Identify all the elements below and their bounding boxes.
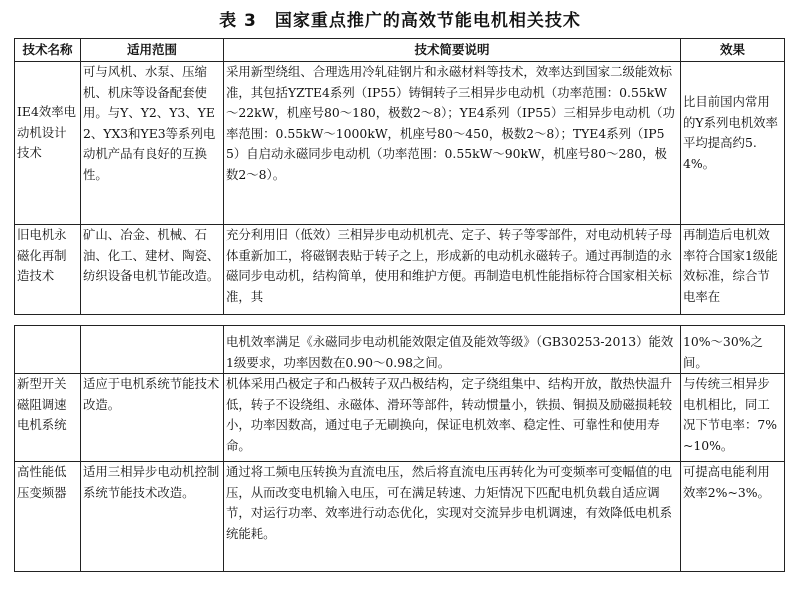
header-scope: 适用范围 bbox=[81, 39, 224, 62]
cell-description: 电机效率满足《永磁同步电动机能效限定值及能效等级》（GB30253-2013）能效1级要求，功率因数在0.90～0.98之间。 bbox=[224, 326, 681, 374]
table-title: 表 3 国家重点推广的高效节能电机相关技术 bbox=[219, 11, 581, 31]
table-row-inverter bbox=[15, 462, 785, 572]
tech-table-part2 bbox=[14, 325, 785, 572]
cell-description: 机体采用凸极定子和凸极转子双凸极结构，定子绕组集中、结构开放，散热快温升低，转子不设绕组、永磁体、滑环等部件，转动惯量小，铁损、铜损及励磁损耗较小，功率因数高，通过电子无刷换向，保证电机效率、稳定性、可靠性和使用寿命。 bbox=[224, 374, 681, 462]
cell-effect: 比目前国内常用的Y系列电机效率平均提高约5.4%。 bbox=[681, 62, 785, 225]
cell-tech-name: 旧电机永磁化再制造技术 bbox=[15, 225, 81, 315]
cell-tech-name: IE4效率电动机设计技术 bbox=[15, 62, 81, 225]
cell-effect: 可提高电能利用效率2%~3%。 bbox=[681, 462, 785, 572]
cell-tech-name: 新型开关磁阻调速电机系统 bbox=[15, 374, 81, 462]
cell-description: 充分利用旧（低效）三相异步电动机机壳、定子、转子等零部件，对电动机转子母体重新加工，将磁钢表贴于转子之上，形成新的电动机永磁转子。通过再制造的永磁同步电动机，结构简单，使用和维护方便。再制造电机性能指标符合国家相关标准，其 bbox=[224, 225, 681, 315]
header-tech-name: 技术名称 bbox=[15, 39, 81, 62]
table-row-remanufacture bbox=[15, 225, 785, 315]
header-description: 技术简要说明 bbox=[224, 39, 681, 62]
cell-scope: 适应于电机系统节能技术改造。 bbox=[81, 374, 224, 462]
cell-tech-name bbox=[15, 326, 81, 374]
cell-effect: 10%～30%之间。 bbox=[681, 326, 785, 374]
tech-table-part1 bbox=[14, 38, 785, 315]
cell-scope: 适用三相异步电动机控制系统节能技术改造。 bbox=[81, 462, 224, 572]
cell-scope: 矿山、冶金、机械、石油、化工、建材、陶瓷、纺织设备电机节能改造。 bbox=[81, 225, 224, 315]
table-row-switched-reluctance bbox=[15, 374, 785, 462]
header-effect: 效果 bbox=[681, 39, 785, 62]
cell-tech-name: 高性能低压变频器 bbox=[15, 462, 81, 572]
cell-description: 采用新型绕组、合理选用冷轧硅钢片和永磁材料等技术，效率达到国家二级能效标准，其包括YZTE4系列（IP55）铸铜转子三相异步电动机（功率范围：0.55kW～22kW，机座号80～180，极数2～8）；YE4系列（IP55）三相异步电动机（功率范围：0.55kW～1000kW，机座号80～450，极数2～8）；TYE4系列（IP55）自启动永磁同步电动机（功率范围：0.55kW～90kW，机座号80～280，极数2～8）。 bbox=[224, 62, 681, 225]
table-row-continued bbox=[15, 326, 785, 374]
cell-scope bbox=[81, 326, 224, 374]
cell-description: 通过将工频电压转换为直流电压，然后将直流电压再转化为可变频率可变幅值的电压，从而改变电机输入电压，可在满足转速、力矩情况下匹配电机负载自适应调节，对运行功率、效率进行动态优化，实现对交流异步电机调速，有效降低电机系统能耗。 bbox=[224, 462, 681, 572]
cell-effect: 与传统三相异步电机相比，同工况下节电率：7%~10%。 bbox=[681, 374, 785, 462]
cell-scope: 可与风机、水泵、压缩机、机床等设备配套使用。与Y、Y2、Y3、YE2、YX3和YE3等系列电动机产品有良好的互换性。 bbox=[81, 62, 224, 225]
table-header-row bbox=[15, 39, 785, 62]
table-row-ie4 bbox=[15, 62, 785, 225]
cell-effect: 再制造后电机效率符合国家1级能效标准，综合节电率在 bbox=[681, 225, 785, 315]
